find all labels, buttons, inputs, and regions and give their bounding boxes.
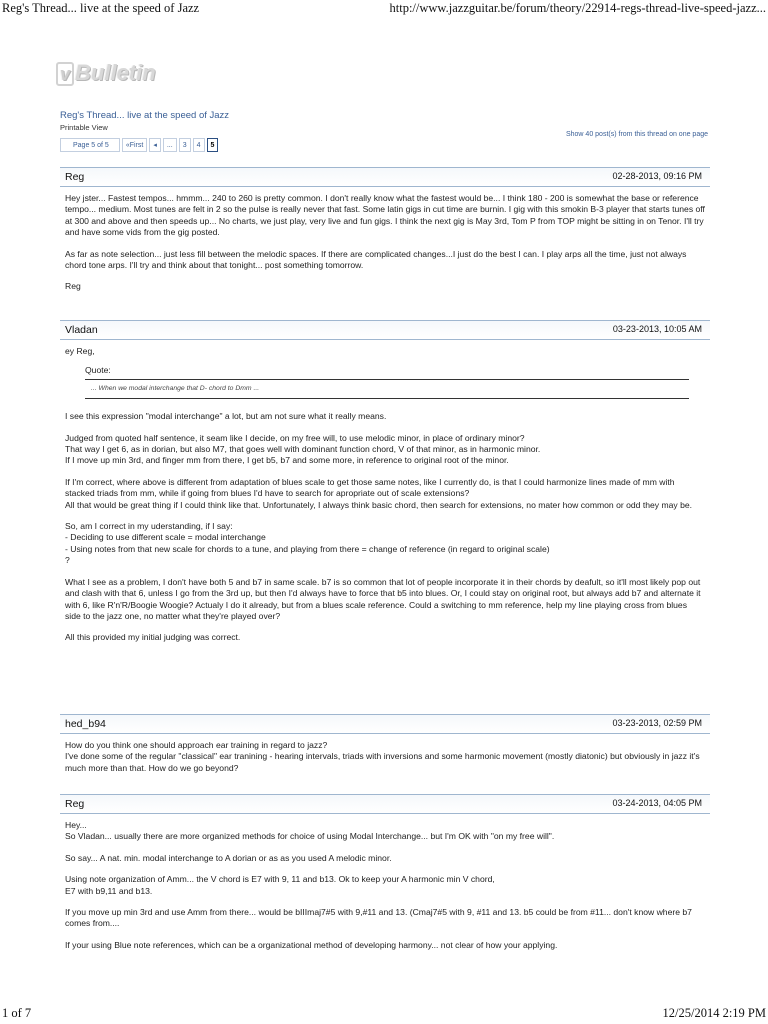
printable-view-label: Printable View: [60, 123, 108, 132]
quote-text: ... When we modal interchange that D- chord to Dmm ...: [85, 379, 689, 399]
post-paragraph: So say... A nat. min. modal interchange to A dorian or as as you used A melodic minor.: [65, 852, 392, 863]
double-left-arrow-icon: «: [125, 142, 130, 149]
print-header-title: Reg's Thread... live at the speed of Jazz: [2, 1, 200, 15]
current-page: 5: [207, 138, 219, 152]
post-body: [60, 340, 710, 644]
post-paragraph: All this provided my initial judging was correct.: [65, 632, 241, 643]
post-paragraph: If your using Blue note references, which can be a organizational method of developing harmony... not clear of how your applying.: [65, 939, 558, 950]
page-ellipsis: ...: [163, 138, 177, 152]
page-navigation: [60, 138, 218, 152]
prev-page-link[interactable]: [149, 138, 161, 152]
logo-mark: v: [56, 62, 74, 86]
show-all-posts-link[interactable]: Show 40 post(s) from this thread on one page: [565, 131, 708, 138]
post-paragraph: What I see as a problem, I don't have both 5 and b7 in same scale. b7 is so common that lot of people incorporate it in their chords by deafult, so it'll most likely pop out and clash with that 6, unless I go from the 3rd up, but then I'd always have to force that b5 into blues. Or, I could stay on original root, but always add b7 and alternate it with 6, like R'n'R/Boogie Woogie? Actualy I do it already, but from a blues scale reference. Could a switching to mm reference, help my line playing cross from blues side to the jazz one, no matter what they're played over?: [65, 576, 701, 621]
post-header: [60, 794, 710, 814]
post-paragraph: I see this expression "modal interchange" a lot, but am not sure what it really means.: [65, 411, 387, 422]
post-paragraph: As far as note selection... just less fill between the melodic spaces. If there are complicated changes...I just do the best I can. I play arps all the time, just not always chord tone arps. I'll try and think about that tonight... post something tomorrow.: [65, 248, 687, 271]
post-body: [60, 734, 710, 774]
post: [60, 167, 710, 303]
page-link-4[interactable]: 4: [193, 138, 205, 152]
print-header-url: http://www.jazzguitar.be/forum/theory/22914-regs-thread-live-speed-jazz...: [389, 1, 766, 15]
post-date: 03-23-2013, 10:05 AM: [612, 324, 702, 334]
thread-title-link[interactable]: Reg's Thread... live at the speed of Jazz: [60, 110, 230, 121]
post-signature: Reg: [65, 281, 81, 292]
post-date: 03-23-2013, 02:59 PM: [612, 718, 702, 728]
print-header: [0, 0, 768, 18]
quote-block: [85, 365, 689, 399]
post-body: [60, 187, 710, 293]
left-arrow-icon: ◂: [153, 142, 157, 149]
post-header: [60, 167, 710, 187]
print-datetime: 12/25/2014 2:19 PM: [662, 1006, 766, 1020]
post-paragraph: Using note organization of Amm... the V chord is E7 with 9, 11 and b13. Ok to keep your A harmonic min V chord, E7 with b9,11 and b13.: [65, 874, 495, 896]
post: [60, 320, 710, 654]
post-paragraph: If you move up min 3rd and use Amm from there... would be bIIImaj7#5 with 9,#11 and 13. (Cmaj7#5 with 9, #11 and 13. b5 could be from #11... don't know where b7 comes from....: [65, 907, 692, 929]
post-username: Reg: [65, 798, 85, 810]
first-page-link[interactable]: [122, 138, 148, 152]
post-paragraph: So, am I correct in my uderstanding, if I say: - Deciding to use different scale = modal interchange - Using notes from that new scale for chords to a tune, and playing from there = change of reference (in regard to original scale) ?: [65, 521, 550, 566]
logo-text: Bulletin: [75, 60, 156, 85]
post-paragraph: If I'm correct, where above is different from adaptation of blues scale to get those same notes, like I currently do, is that I could harmonize lines made of mm with stacked triads from mm, while if going from blues I'd have to search for apropriate out of scale extensions? All that would be great thing if I could think like that. Unfortunately, I always think basic chord, then search for extensions, no mater how common or odd they may be.: [65, 476, 693, 510]
post: [60, 714, 710, 784]
post-username: hed_b94: [65, 718, 106, 730]
post-paragraph: Judged from quoted half sentence, it seam like I decide, on my free will, to use melodic minor, in place of ordinary minor? That way I get 6, as in dorian, but also M7, that goes well with dominant function chord, V of that minor, as in harmonic minor. If I move up min 3rd, and finger mm from there, I get b5, b7 and some more, in reference to original root of the minor.: [65, 432, 541, 466]
quote-label: Quote:: [85, 365, 111, 376]
post-header: [60, 320, 710, 340]
post-username: Reg: [65, 171, 85, 183]
post-header: [60, 714, 710, 734]
print-footer: [0, 1006, 768, 1024]
post-body: [60, 814, 710, 951]
vbulletin-logo: [56, 60, 156, 86]
post-paragraph: How do you think one should approach ear training in regard to jazz? I've done some of the regular "classical" ear tranining - hearing intervals, triads with inversions and some harmonic movement (mostly diatonic) but obviously in jazz it's much more than that. How do we go beyond?: [65, 740, 700, 773]
print-page-number: 1 of 7: [2, 1006, 32, 1020]
page-count-label: Page 5 of 5: [60, 138, 120, 152]
post-date: 03-24-2013, 04:05 PM: [612, 798, 702, 808]
post-paragraph: Hey jster... Fastest tempos... hmmm... 240 to 260 is pretty common. I don't really know what the fastest would be... I think 180 - 200 is somewhat the base or reference tempo... medium. Most tunes are felt in 2 so the pulse is really never that fast. Some latin gigs in cut time are burnin. I gig with this smokin B-3 player that starts tunes off at 300 and above and then speeds up... No charts, we just play, very live and fun gigs. I think the next gig is May 3rd, Tom P from TOP might be sitting in on Tenor. I'll try and have some vids from the gig posted.: [65, 193, 705, 238]
post-paragraph: Hey... So Vladan... usually there are more organized methods for choice of using Modal Interchange... but I'm OK with "on my free will".: [65, 820, 555, 842]
post-date: 02-28-2013, 09:16 PM: [612, 171, 702, 181]
page-link-3[interactable]: 3: [179, 138, 191, 152]
post-greeting: ey Reg,: [65, 346, 95, 356]
post: [60, 794, 710, 961]
first-page-label: First: [129, 142, 144, 149]
post-username: Vladan: [65, 324, 98, 336]
